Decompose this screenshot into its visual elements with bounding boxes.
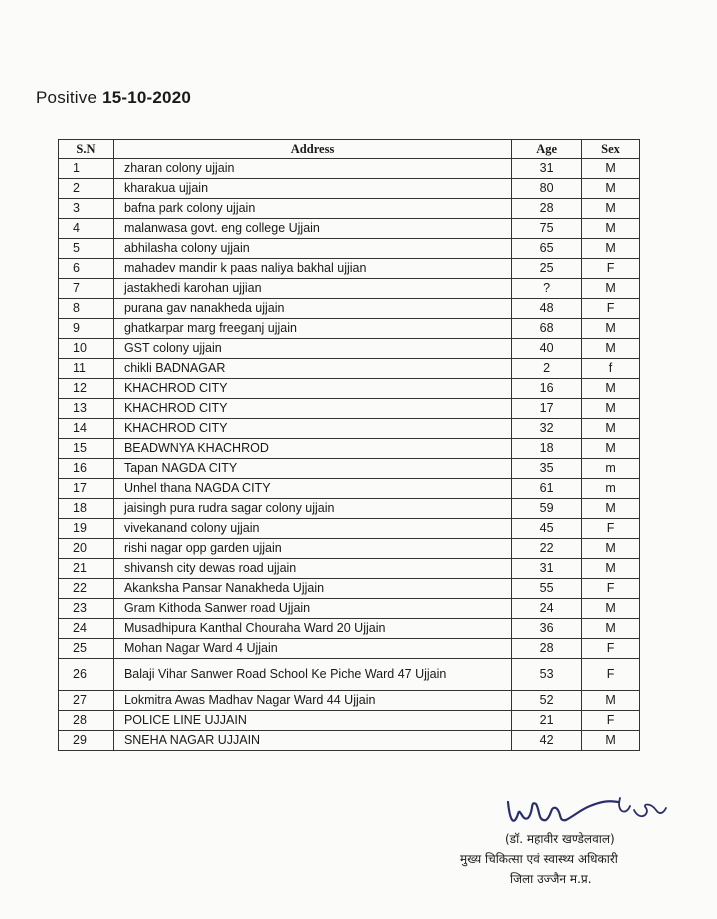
table-row — [59, 299, 640, 319]
header-sex: Sex — [582, 140, 640, 159]
sn-cell: 29 — [59, 731, 114, 751]
table-row — [59, 659, 640, 691]
sn-cell: 13 — [59, 399, 114, 419]
sn-cell: 9 — [59, 319, 114, 339]
sex-cell: F — [582, 711, 640, 731]
table-header-row — [59, 140, 640, 159]
sex-cell: M — [582, 319, 640, 339]
sex-cell: M — [582, 731, 640, 751]
address-cell: chikli BADNAGAR — [113, 359, 511, 379]
table-row — [59, 319, 640, 339]
address-cell: GST colony ujjain — [113, 339, 511, 359]
sn-cell: 4 — [59, 219, 114, 239]
table-row — [59, 559, 640, 579]
sex-cell: M — [582, 179, 640, 199]
address-cell: malanwasa govt. eng college Ujjain — [113, 219, 511, 239]
address-cell: KHACHROD CITY — [113, 399, 511, 419]
age-cell: 48 — [512, 299, 582, 319]
table-row — [59, 259, 640, 279]
age-cell: 59 — [512, 499, 582, 519]
age-cell: 36 — [512, 619, 582, 639]
age-cell: 25 — [512, 259, 582, 279]
sn-cell: 11 — [59, 359, 114, 379]
address-cell: KHACHROD CITY — [113, 419, 511, 439]
age-cell: 16 — [512, 379, 582, 399]
table-row — [59, 199, 640, 219]
table-row — [59, 599, 640, 619]
table-row — [59, 159, 640, 179]
address-cell: Akanksha Pansar Nanakheda Ujjain — [113, 579, 511, 599]
address-cell: Unhel thana NAGDA CITY — [113, 479, 511, 499]
table-row — [59, 339, 640, 359]
address-cell: BEADWNYA KHACHROD — [113, 439, 511, 459]
sex-cell: f — [582, 359, 640, 379]
age-cell: 45 — [512, 519, 582, 539]
handwritten-signature — [500, 792, 680, 834]
address-cell: mahadev mandir k paas naliya bakhal ujjian — [113, 259, 511, 279]
address-cell: Musadhipura Kanthal Chouraha Ward 20 Ujjain — [113, 619, 511, 639]
sn-cell: 17 — [59, 479, 114, 499]
address-cell: Gram Kithoda Sanwer road Ujjain — [113, 599, 511, 619]
address-cell: Balaji Vihar Sanwer Road School Ke Piche Ward 47 Ujjain — [113, 659, 511, 691]
age-cell: 40 — [512, 339, 582, 359]
age-cell: 55 — [512, 579, 582, 599]
sn-cell: 5 — [59, 239, 114, 259]
age-cell: 52 — [512, 691, 582, 711]
sn-cell: 16 — [59, 459, 114, 479]
address-cell: kharakua ujjain — [113, 179, 511, 199]
header-sn: S.N — [59, 140, 114, 159]
sn-cell: 22 — [59, 579, 114, 599]
age-cell: 68 — [512, 319, 582, 339]
sex-cell: m — [582, 459, 640, 479]
sn-cell: 14 — [59, 419, 114, 439]
age-cell: 22 — [512, 539, 582, 559]
address-cell: zharan colony ujjain — [113, 159, 511, 179]
sn-cell: 10 — [59, 339, 114, 359]
sex-cell: M — [582, 539, 640, 559]
age-cell: ? — [512, 279, 582, 299]
sn-cell: 2 — [59, 179, 114, 199]
sn-cell: 23 — [59, 599, 114, 619]
address-cell: rishi nagar opp garden ujjain — [113, 539, 511, 559]
address-cell: ghatkarpar marg freeganj ujjain — [113, 319, 511, 339]
signatory-name: (डॉ. महावीर खण्डेलवाल) — [505, 832, 615, 846]
header-address: Address — [113, 140, 511, 159]
sn-cell: 21 — [59, 559, 114, 579]
sex-cell: M — [582, 619, 640, 639]
sex-cell: M — [582, 559, 640, 579]
sex-cell: M — [582, 399, 640, 419]
table-row — [59, 379, 640, 399]
age-cell: 21 — [512, 711, 582, 731]
sex-cell: F — [582, 519, 640, 539]
age-cell: 65 — [512, 239, 582, 259]
sex-cell: M — [582, 419, 640, 439]
sex-cell: m — [582, 479, 640, 499]
sex-cell: F — [582, 299, 640, 319]
age-cell: 32 — [512, 419, 582, 439]
sex-cell: F — [582, 639, 640, 659]
sn-cell: 3 — [59, 199, 114, 219]
sn-cell: 24 — [59, 619, 114, 639]
sex-cell: M — [582, 439, 640, 459]
sn-cell: 8 — [59, 299, 114, 319]
sex-cell: M — [582, 379, 640, 399]
signatory-designation: मुख्य चिकित्सा एवं स्वास्थ्य अधिकारी — [460, 852, 618, 866]
table-row — [59, 519, 640, 539]
address-cell: POLICE LINE UJJAIN — [113, 711, 511, 731]
age-cell: 75 — [512, 219, 582, 239]
table-row — [59, 239, 640, 259]
table-row — [59, 439, 640, 459]
sn-cell: 18 — [59, 499, 114, 519]
table-row — [59, 639, 640, 659]
address-cell: KHACHROD CITY — [113, 379, 511, 399]
signatory-office: जिला उज्जैन म.प्र. — [510, 872, 592, 886]
age-cell: 24 — [512, 599, 582, 619]
sex-cell: M — [582, 279, 640, 299]
age-cell: 80 — [512, 179, 582, 199]
sex-cell: M — [582, 199, 640, 219]
age-cell: 35 — [512, 459, 582, 479]
age-cell: 42 — [512, 731, 582, 751]
table-row — [59, 691, 640, 711]
sex-cell: M — [582, 219, 640, 239]
sex-cell: F — [582, 659, 640, 691]
address-cell: abhilasha colony ujjain — [113, 239, 511, 259]
sex-cell: M — [582, 159, 640, 179]
table-row — [59, 279, 640, 299]
table-row — [59, 539, 640, 559]
positive-cases-table — [58, 139, 640, 751]
table-row — [59, 399, 640, 419]
table-row — [59, 359, 640, 379]
table-row — [59, 179, 640, 199]
title-date: 15-10-2020 — [102, 88, 192, 107]
table-row — [59, 499, 640, 519]
sn-cell: 19 — [59, 519, 114, 539]
sn-cell: 25 — [59, 639, 114, 659]
sn-cell: 15 — [59, 439, 114, 459]
table-row — [59, 459, 640, 479]
table-row — [59, 219, 640, 239]
signature-block — [445, 792, 685, 892]
table-row — [59, 619, 640, 639]
address-cell: shivansh city dewas road ujjain — [113, 559, 511, 579]
sn-cell: 26 — [59, 659, 114, 691]
age-cell: 31 — [512, 159, 582, 179]
address-cell: jastakhedi karohan ujjian — [113, 279, 511, 299]
age-cell: 53 — [512, 659, 582, 691]
address-cell: jaisingh pura rudra sagar colony ujjain — [113, 499, 511, 519]
address-cell: SNEHA NAGAR UJJAIN — [113, 731, 511, 751]
sn-cell: 27 — [59, 691, 114, 711]
sn-cell: 28 — [59, 711, 114, 731]
address-cell: vivekanand colony ujjain — [113, 519, 511, 539]
header-age: Age — [512, 140, 582, 159]
page-title — [36, 88, 191, 108]
sn-cell: 7 — [59, 279, 114, 299]
age-cell: 17 — [512, 399, 582, 419]
title-label: Positive — [36, 88, 98, 107]
age-cell: 18 — [512, 439, 582, 459]
address-cell: bafna park colony ujjain — [113, 199, 511, 219]
address-cell: Mohan Nagar Ward 4 Ujjain — [113, 639, 511, 659]
sex-cell: F — [582, 259, 640, 279]
table-row — [59, 579, 640, 599]
age-cell: 2 — [512, 359, 582, 379]
table-row — [59, 711, 640, 731]
address-cell: purana gav nanakheda ujjain — [113, 299, 511, 319]
sn-cell: 1 — [59, 159, 114, 179]
table-row — [59, 419, 640, 439]
age-cell: 28 — [512, 199, 582, 219]
address-cell: Tapan NAGDA CITY — [113, 459, 511, 479]
table-row — [59, 731, 640, 751]
sex-cell: F — [582, 579, 640, 599]
table-row — [59, 479, 640, 499]
sex-cell: M — [582, 239, 640, 259]
age-cell: 31 — [512, 559, 582, 579]
age-cell: 28 — [512, 639, 582, 659]
sn-cell: 12 — [59, 379, 114, 399]
sex-cell: M — [582, 599, 640, 619]
sex-cell: M — [582, 499, 640, 519]
sex-cell: M — [582, 339, 640, 359]
age-cell: 61 — [512, 479, 582, 499]
sn-cell: 6 — [59, 259, 114, 279]
sn-cell: 20 — [59, 539, 114, 559]
address-cell: Lokmitra Awas Madhav Nagar Ward 44 Ujjain — [113, 691, 511, 711]
sex-cell: M — [582, 691, 640, 711]
